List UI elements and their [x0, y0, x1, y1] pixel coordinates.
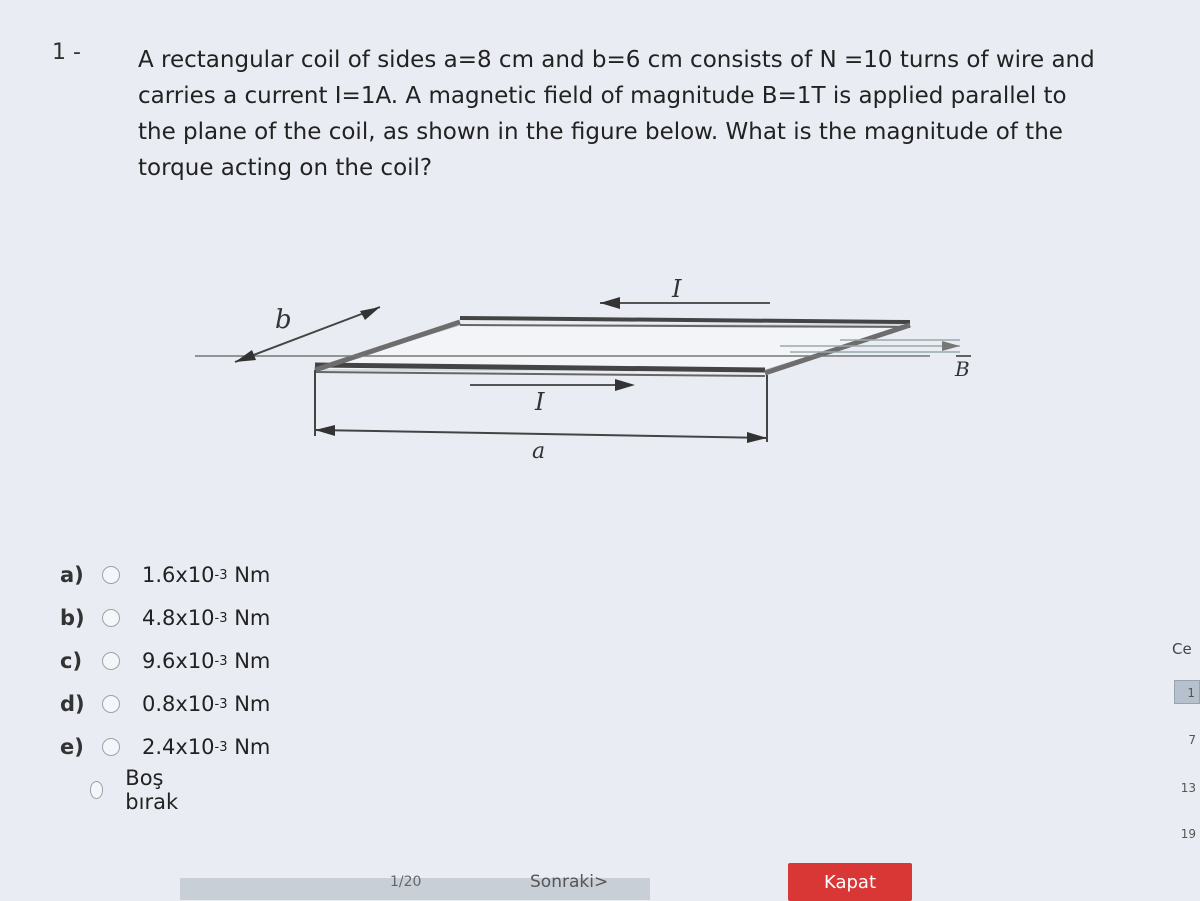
coil-figure — [190, 270, 1010, 470]
option-skip-label: Boş bırak — [125, 766, 179, 814]
radio-button[interactable] — [102, 609, 120, 627]
option-d[interactable] — [60, 687, 270, 721]
option-unit: Nm — [234, 563, 271, 587]
navigator-item[interactable]: 7 — [1188, 733, 1196, 747]
option-exponent: -3 — [214, 739, 228, 755]
navigator-item[interactable]: 19 — [1180, 827, 1196, 841]
option-letter: a) — [60, 563, 84, 587]
option-mantissa: 9.6x10 — [142, 649, 215, 673]
question-text: A rectangular coil of sides a=8 cm and b=6 cm consists of N =10 turns of wire and carries a current I=1A. A magnetic field of magnitude B=1T is applied parallel to the plane of the coil, as shown in the figure below. What is the magnitude of the torque acting on the coil? — [138, 47, 1095, 181]
option-mantissa: 4.8x10 — [142, 606, 215, 630]
option-e[interactable] — [60, 730, 270, 764]
current-arrow-bottom — [615, 379, 635, 391]
option-unit: Nm — [234, 735, 271, 759]
option-mantissa: 1.6x10 — [142, 563, 215, 587]
option-letter: c) — [60, 649, 83, 673]
a-dimension-line — [315, 430, 767, 438]
option-exponent: -3 — [214, 567, 228, 583]
radio-button[interactable] — [102, 652, 120, 670]
navigator-item[interactable]: 1 — [1174, 680, 1200, 704]
option-a[interactable] — [60, 558, 270, 592]
option-unit: Nm — [234, 606, 271, 630]
navigator-item[interactable]: 13 — [1180, 781, 1196, 795]
close-button[interactable]: Kapat — [788, 863, 912, 901]
option-mantissa: 0.8x10 — [142, 692, 215, 716]
option-mantissa: 2.4x10 — [142, 735, 215, 759]
option-exponent: -3 — [214, 653, 228, 669]
option-unit: Nm — [234, 692, 271, 716]
option-letter: e) — [60, 735, 84, 759]
page-indicator: 1/20 — [390, 874, 422, 890]
radio-button[interactable] — [102, 695, 120, 713]
radio-button[interactable] — [102, 738, 120, 756]
radio-button[interactable] — [90, 781, 103, 799]
radio-button[interactable] — [102, 566, 120, 584]
label-I-bottom: I — [535, 388, 545, 416]
label-b: b — [275, 305, 292, 335]
option-unit: Nm — [234, 649, 271, 673]
coil-plane — [315, 325, 910, 370]
label-I-top: I — [672, 275, 682, 303]
option-b[interactable] — [60, 601, 270, 635]
question-number: 1 - — [52, 40, 81, 65]
field-arrow — [942, 341, 960, 351]
current-arrow-top — [600, 297, 620, 309]
option-skip[interactable] — [60, 766, 195, 814]
option-c[interactable] — [60, 644, 270, 678]
navigator-label: Ce — [1172, 640, 1192, 658]
label-B: B — [955, 357, 970, 381]
option-exponent: -3 — [214, 696, 228, 712]
footer-bar — [0, 860, 1200, 900]
option-letter: b) — [60, 606, 85, 630]
option-letter: d) — [60, 692, 85, 716]
option-exponent: -3 — [214, 610, 228, 626]
label-a: a — [532, 439, 546, 464]
next-button[interactable]: Sonraki> — [530, 872, 609, 892]
